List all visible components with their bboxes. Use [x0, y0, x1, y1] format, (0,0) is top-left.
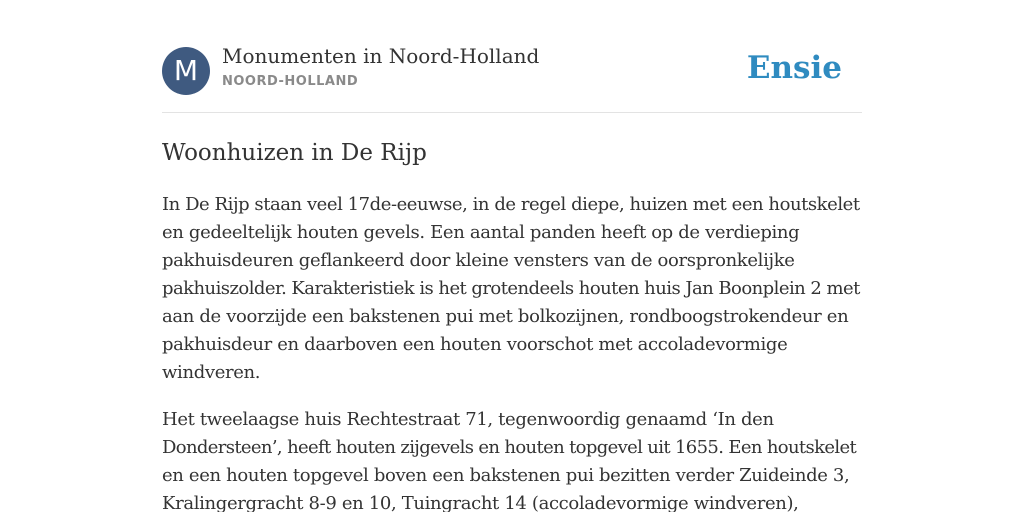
paragraph-line: pakhuisdeuren geflankeerd door kleine vensters van de oorspronkelijke: [162, 250, 795, 271]
article-paragraph: [162, 406, 862, 512]
article-paragraph: [162, 191, 862, 387]
paragraph-line: windveren.: [162, 362, 261, 383]
content-container: [162, 0, 862, 512]
paragraph-line: Dondersteen’, heeft houten zijgevels en houten topgevel uit 1655. Een houtskelet: [162, 437, 857, 458]
paragraph-line: pakhuiszolder. Karakteristiek is het grotendeels houten huis Jan Boonplein 2 met: [162, 278, 860, 299]
header: [162, 0, 862, 113]
brand-logo[interactable]: Ensie: [746, 50, 842, 86]
paragraph-line: pakhuisdeur en daarboven een houten voorschot met accoladevormige: [162, 334, 788, 355]
avatar[interactable]: M: [162, 47, 210, 95]
paragraph-line: en gedeeltelijk houten gevels. Een aantal panden heeft op de verdieping: [162, 222, 800, 243]
collection-title[interactable]: Monumenten in Noord-Holland: [222, 44, 540, 68]
paragraph-line: Kralingergracht 8-9 en 10, Tuingracht 14 (accoladevormige windveren),: [162, 493, 799, 512]
article-title: Woonhuizen in De Rijp: [162, 140, 427, 166]
paragraph-line: In De Rijp staan veel 17de-eeuwse, in de regel diepe, huizen met een houtskelet: [162, 194, 860, 215]
paragraph-line: aan de voorzijde een bakstenen pui met bolkozijnen, rondboogstrokendeur en: [162, 306, 849, 327]
paragraph-line: en een houten topgevel boven een bakstenen pui bezitten verder Zuideinde 3,: [162, 465, 850, 486]
paragraph-line: Het tweelaagse huis Rechtestraat 71, tegenwoordig genaamd ‘In den: [162, 409, 774, 430]
collection-subtitle[interactable]: NOORD-HOLLAND: [222, 74, 359, 89]
